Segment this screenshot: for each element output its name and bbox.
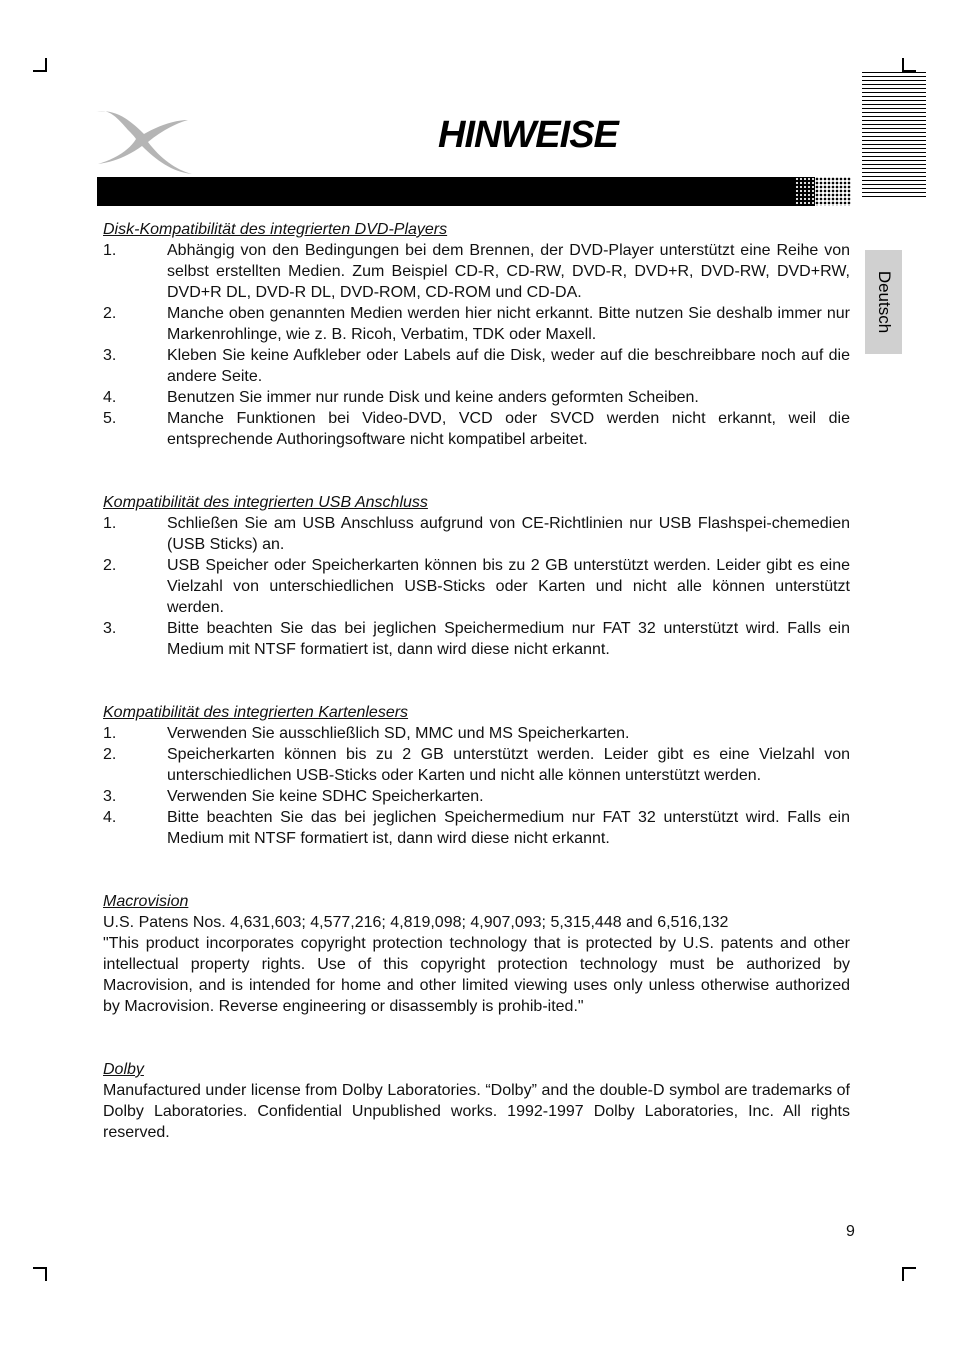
list-item-text: Bitte beachten Sie das bei jeglichen Speichermedium nur FAT 32 unterstützt wird. Falls ein Medium mit NTSF formatiert ist, dann wird diese nicht erkannt. — [167, 620, 850, 658]
list-item-number: 3. — [103, 620, 117, 637]
crop-mark-top-left — [33, 58, 47, 72]
header-bar-dots — [815, 177, 851, 206]
x-logo-icon — [94, 104, 194, 178]
list-item — [103, 807, 850, 849]
header-bar-fade — [795, 177, 815, 206]
list-item-number: 3. — [103, 788, 117, 805]
list-item-text: Abhängig von den Bedingungen bei dem Brennen, der DVD-Player unterstützt eine Reihe von selbst erstellten Medien. Zum Beispiel CD-R, CD-RW, DVD-R, DVD+R, DVD-RW, DVD+RW, DVD+R DL, DVD-R DL, DVD-ROM, CD-ROM und CD-DA. — [167, 242, 850, 301]
list-item-number: 2. — [103, 746, 117, 763]
list-item-number: 2. — [103, 305, 117, 322]
list-item — [103, 387, 850, 408]
list-item-number: 4. — [103, 809, 117, 826]
disk-list — [103, 240, 850, 450]
section-heading-usb: Kompatibilität des integrierten USB Anschluss — [103, 494, 428, 511]
section-heading-macrovision: Macrovision — [103, 893, 189, 910]
list-item-text: Bitte beachten Sie das bei jeglichen Speichermedium nur FAT 32 unterstützt wird. Falls ein Medium mit NTSF formatiert ist, dann wird diese nicht erkannt. — [167, 809, 850, 847]
list-item-text: Verwenden Sie keine SDHC Speicherkarten. — [167, 788, 484, 805]
list-item — [103, 618, 850, 660]
list-item-number: 5. — [103, 410, 117, 427]
list-item — [103, 744, 850, 786]
macrovision-text: "This product incorporates copyright protection technology that is protected by U.S. patents and other intellectual property rights. Use of this copyright protection technology must be authorized by Macrovision, and is intended for home and other limited viewing uses only unless otherwise authorized by Macrovision. Reverse engineering or disassembly is prohib-ited." — [103, 935, 850, 1015]
section-heading-disk: Disk-Kompatibilität des integrierten DVD-Players — [103, 221, 448, 238]
list-item — [103, 786, 850, 807]
language-tab — [865, 250, 902, 354]
list-item-number: 1. — [103, 725, 117, 742]
list-item-number: 1. — [103, 242, 117, 259]
list-item-number: 4. — [103, 389, 117, 406]
list-item — [103, 723, 850, 744]
list-item — [103, 408, 850, 450]
page-title: HINWEISE — [438, 114, 618, 156]
list-item-text: Schließen Sie am USB Anschluss aufgrund von CE-Richtlinien nur USB Flashspei-chemedien (USB Sticks) an. — [167, 515, 850, 553]
list-item — [103, 345, 850, 387]
list-item — [103, 303, 850, 345]
list-item — [103, 555, 850, 618]
crop-mark-bottom-right — [902, 1267, 916, 1281]
list-item-number: 3. — [103, 347, 117, 364]
usb-list — [103, 513, 850, 660]
list-item-text: Kleben Sie keine Aufkleber oder Labels auf die Disk, weder auf die beschreibbare noch auf die andere Seite. — [167, 347, 850, 385]
header-bar — [97, 177, 851, 206]
page-number: 9 — [846, 1223, 855, 1240]
dolby-text: Manufactured under license from Dolby Laboratories. “Dolby” and the double-D symbol are trademarks of Dolby Laboratories. Confidential Unpublished works. 1992-1997 Dolby Laboratories, Inc. All rights reserved. — [103, 1082, 850, 1141]
crop-mark-bottom-left — [33, 1267, 47, 1281]
page-content — [103, 219, 850, 1143]
list-item — [103, 240, 850, 303]
macrovision-patents: U.S. Patens Nos. 4,631,603; 4,577,216; 4,819,098; 4,907,093; 5,315,448 and 6,516,132 — [103, 914, 729, 931]
list-item-text: Manche Funktionen bei Video-DVD, VCD oder SVCD werden nicht erkannt, weil die entsprechende Authoringsoftware nicht kompatibel arbeitet. — [167, 410, 850, 448]
list-item-text: Verwenden Sie ausschließlich SD, MMC und MS Speicherkarten. — [167, 725, 630, 742]
list-item-text: USB Speicher oder Speicherkarten können bis zu 2 GB unterstützt werden. Leider gibt es eine Vielzahl von unterschiedlichen USB-Sticks oder Karten und nicht alle können unterstützt werden. — [167, 557, 850, 616]
list-item-number: 2. — [103, 557, 117, 574]
list-item-number: 1. — [103, 515, 117, 532]
list-item-text: Manche oben genannten Medien werden hier nicht erkannt. Bitte nutzen Sie deshalb immer nur Markenrohlinge, wie z. B. Ricoh, Verbatim, TDK oder Maxell. — [167, 305, 850, 343]
list-item-text: Benutzen Sie immer nur runde Disk und keine anders geformten Scheiben. — [167, 389, 699, 406]
language-tab-label: Deutsch — [874, 270, 894, 334]
card-list — [103, 723, 850, 849]
crop-mark-top-right — [902, 58, 916, 72]
section-heading-card-reader: Kompatibilität des integrierten Kartenlesers — [103, 704, 409, 721]
section-heading-dolby: Dolby — [103, 1061, 144, 1078]
list-item — [103, 513, 850, 555]
decorative-stripes — [862, 72, 926, 198]
list-item-text: Speicherkarten können bis zu 2 GB unterstützt werden. Leider gibt es eine Vielzahl von unterschiedlichen USB-Sticks oder Karten und nicht alle können unterstützt werden. — [167, 746, 850, 784]
